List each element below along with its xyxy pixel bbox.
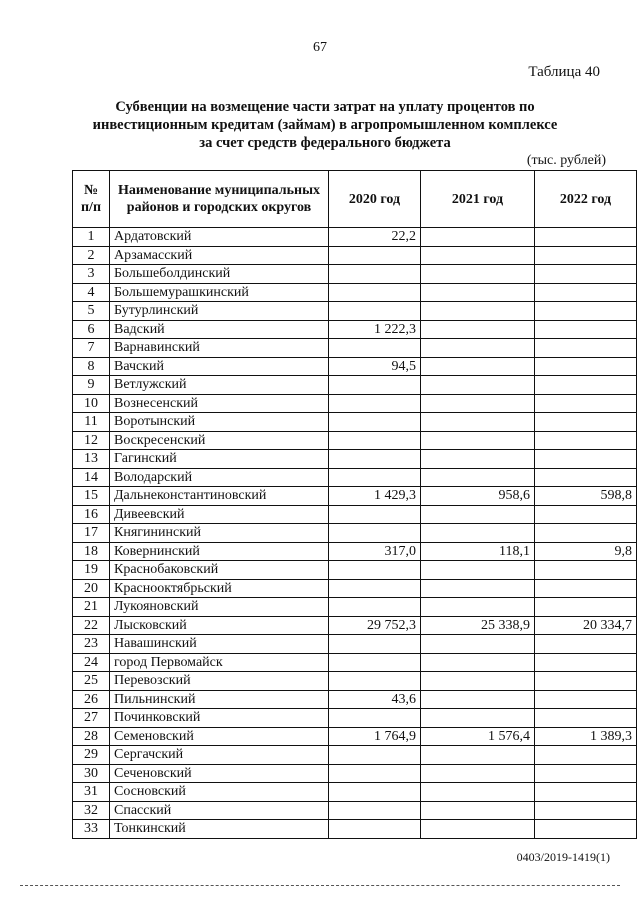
units-label: (тыс. рублей) — [526, 153, 606, 168]
cell-num: 17 — [73, 524, 110, 543]
cell-2021: 1 576,4 — [421, 727, 535, 746]
cell-2021 — [421, 746, 535, 765]
cell-district-name: Навашинский — [110, 635, 329, 654]
cell-district-name: Володарский — [110, 468, 329, 487]
table-row — [73, 505, 637, 524]
table-row — [73, 746, 637, 765]
column-header-num: № п/п — [73, 171, 110, 228]
cell-2021 — [421, 524, 535, 543]
cell-2021 — [421, 246, 535, 265]
cell-2020: 22,2 — [329, 228, 421, 247]
column-header-name: Наименование муниципальных районов и городских округов — [110, 171, 329, 228]
cell-num: 22 — [73, 616, 110, 635]
cell-2020 — [329, 450, 421, 469]
cell-2022 — [535, 357, 637, 376]
cell-2021 — [421, 413, 535, 432]
document-title: Субвенции на возмещение части затрат на уплату процентов по инвестиционным кредитам (займам) в агропромышленном комплексе за счет средств федерального бюджета — [92, 99, 558, 151]
cell-num: 8 — [73, 357, 110, 376]
cell-num: 10 — [73, 394, 110, 413]
cell-2020 — [329, 783, 421, 802]
cell-num: 12 — [73, 431, 110, 450]
cell-2022 — [535, 746, 637, 765]
table-row — [73, 542, 637, 561]
cell-2021 — [421, 801, 535, 820]
cell-2020 — [329, 394, 421, 413]
cell-district-name: Сеченовский — [110, 764, 329, 783]
cell-2021 — [421, 394, 535, 413]
cell-2022: 598,8 — [535, 487, 637, 506]
cell-2022: 1 389,3 — [535, 727, 637, 746]
cell-2022 — [535, 339, 637, 358]
cell-2022 — [535, 320, 637, 339]
cell-num: 27 — [73, 709, 110, 728]
table-row — [73, 283, 637, 302]
cell-district-name: город Первомайск — [110, 653, 329, 672]
cell-2021 — [421, 653, 535, 672]
table-row — [73, 783, 637, 802]
table-row — [73, 690, 637, 709]
cell-2020: 1 429,3 — [329, 487, 421, 506]
cell-2021 — [421, 672, 535, 691]
cell-2020 — [329, 598, 421, 617]
cell-2020 — [329, 265, 421, 284]
table-row — [73, 265, 637, 284]
cell-2022 — [535, 764, 637, 783]
cell-2020: 94,5 — [329, 357, 421, 376]
cell-2022 — [535, 413, 637, 432]
cell-district-name: Починковский — [110, 709, 329, 728]
cell-num: 33 — [73, 820, 110, 839]
cell-district-name: Вачский — [110, 357, 329, 376]
table-body — [73, 228, 637, 839]
cell-num: 7 — [73, 339, 110, 358]
cell-2022 — [535, 820, 637, 839]
cell-2020: 317,0 — [329, 542, 421, 561]
cell-num: 20 — [73, 579, 110, 598]
cell-2020 — [329, 653, 421, 672]
cell-num: 25 — [73, 672, 110, 691]
cell-2021 — [421, 820, 535, 839]
cell-2020: 1 764,9 — [329, 727, 421, 746]
cell-2022 — [535, 228, 637, 247]
cell-2022 — [535, 265, 637, 284]
cell-2021 — [421, 635, 535, 654]
cell-district-name: Ветлужский — [110, 376, 329, 395]
cell-2020 — [329, 431, 421, 450]
cell-district-name: Пильнинский — [110, 690, 329, 709]
cell-2020 — [329, 283, 421, 302]
cell-district-name: Воскресенский — [110, 431, 329, 450]
cell-2021 — [421, 764, 535, 783]
table-row — [73, 727, 637, 746]
table-row — [73, 672, 637, 691]
cell-2022 — [535, 598, 637, 617]
cell-district-name: Вадский — [110, 320, 329, 339]
cell-district-name: Бутурлинский — [110, 302, 329, 321]
cell-2021 — [421, 505, 535, 524]
table-row — [73, 357, 637, 376]
page-bottom-rule — [20, 885, 620, 886]
cell-2022 — [535, 450, 637, 469]
table-row — [73, 431, 637, 450]
cell-2022 — [535, 579, 637, 598]
cell-district-name: Ардатовский — [110, 228, 329, 247]
cell-district-name: Перевозский — [110, 672, 329, 691]
column-header-2020: 2020 год — [329, 171, 421, 228]
cell-num: 24 — [73, 653, 110, 672]
table-row — [73, 376, 637, 395]
cell-num: 31 — [73, 783, 110, 802]
cell-district-name: Гагинский — [110, 450, 329, 469]
cell-2021 — [421, 783, 535, 802]
cell-2021 — [421, 376, 535, 395]
cell-2020 — [329, 672, 421, 691]
cell-district-name: Воротынский — [110, 413, 329, 432]
table-row — [73, 635, 637, 654]
table-header-row — [73, 171, 637, 228]
cell-district-name: Княгининский — [110, 524, 329, 543]
cell-num: 28 — [73, 727, 110, 746]
table-row — [73, 487, 637, 506]
cell-num: 14 — [73, 468, 110, 487]
cell-2022 — [535, 246, 637, 265]
cell-2020 — [329, 746, 421, 765]
cell-num: 32 — [73, 801, 110, 820]
cell-2020: 29 752,3 — [329, 616, 421, 635]
table-row — [73, 820, 637, 839]
cell-2022 — [535, 505, 637, 524]
cell-2020 — [329, 709, 421, 728]
cell-2021 — [421, 320, 535, 339]
table-row — [73, 616, 637, 635]
cell-2021 — [421, 228, 535, 247]
cell-2022 — [535, 690, 637, 709]
table-row — [73, 524, 637, 543]
cell-2020 — [329, 246, 421, 265]
cell-2020 — [329, 413, 421, 432]
cell-district-name: Варнавинский — [110, 339, 329, 358]
cell-2022 — [535, 468, 637, 487]
cell-2020 — [329, 302, 421, 321]
column-header-2021: 2021 год — [421, 171, 535, 228]
column-header-2022: 2022 год — [535, 171, 637, 228]
cell-num: 5 — [73, 302, 110, 321]
cell-2021 — [421, 431, 535, 450]
cell-2021 — [421, 598, 535, 617]
cell-2021 — [421, 450, 535, 469]
cell-2020 — [329, 561, 421, 580]
table-row — [73, 320, 637, 339]
cell-2021: 25 338,9 — [421, 616, 535, 635]
cell-2021 — [421, 468, 535, 487]
cell-2020 — [329, 524, 421, 543]
table-row — [73, 579, 637, 598]
cell-num: 3 — [73, 265, 110, 284]
cell-2022 — [535, 672, 637, 691]
cell-2022 — [535, 431, 637, 450]
table-row — [73, 801, 637, 820]
cell-2022 — [535, 635, 637, 654]
cell-num: 13 — [73, 450, 110, 469]
cell-district-name: Большеболдинский — [110, 265, 329, 284]
cell-2021 — [421, 709, 535, 728]
cell-num: 18 — [73, 542, 110, 561]
cell-district-name: Лысковский — [110, 616, 329, 635]
cell-num: 4 — [73, 283, 110, 302]
cell-2022 — [535, 783, 637, 802]
table-row — [73, 302, 637, 321]
table-row — [73, 709, 637, 728]
table-label: Таблица 40 — [528, 64, 600, 80]
table-row — [73, 413, 637, 432]
cell-2020 — [329, 339, 421, 358]
cell-2021 — [421, 357, 535, 376]
table-row — [73, 394, 637, 413]
cell-num: 15 — [73, 487, 110, 506]
cell-district-name: Большемурашкинский — [110, 283, 329, 302]
cell-district-name: Спасский — [110, 801, 329, 820]
table-row — [73, 653, 637, 672]
cell-2022 — [535, 376, 637, 395]
cell-num: 30 — [73, 764, 110, 783]
cell-2021 — [421, 690, 535, 709]
cell-2021 — [421, 579, 535, 598]
cell-2021 — [421, 302, 535, 321]
cell-district-name: Сосновский — [110, 783, 329, 802]
cell-district-name: Краснооктябрьский — [110, 579, 329, 598]
cell-district-name: Вознесенский — [110, 394, 329, 413]
cell-2020 — [329, 579, 421, 598]
table-row — [73, 246, 637, 265]
page-number: 67 — [313, 40, 327, 55]
cell-2021 — [421, 265, 535, 284]
cell-2022 — [535, 561, 637, 580]
cell-2020 — [329, 764, 421, 783]
cell-2020: 43,6 — [329, 690, 421, 709]
cell-2022: 20 334,7 — [535, 616, 637, 635]
subsidy-table — [72, 170, 637, 839]
cell-2022 — [535, 524, 637, 543]
cell-2022 — [535, 709, 637, 728]
table-row — [73, 598, 637, 617]
cell-2021 — [421, 283, 535, 302]
cell-2020 — [329, 468, 421, 487]
cell-2022: 9,8 — [535, 542, 637, 561]
cell-district-name: Сергачский — [110, 746, 329, 765]
cell-2020 — [329, 801, 421, 820]
cell-2022 — [535, 283, 637, 302]
cell-num: 11 — [73, 413, 110, 432]
cell-district-name: Дальнеконстантиновский — [110, 487, 329, 506]
cell-2021 — [421, 339, 535, 358]
cell-num: 26 — [73, 690, 110, 709]
cell-num: 19 — [73, 561, 110, 580]
cell-district-name: Дивеевский — [110, 505, 329, 524]
cell-num: 16 — [73, 505, 110, 524]
cell-district-name: Лукояновский — [110, 598, 329, 617]
cell-num: 2 — [73, 246, 110, 265]
cell-2022 — [535, 302, 637, 321]
table-row — [73, 450, 637, 469]
cell-2020 — [329, 635, 421, 654]
cell-num: 6 — [73, 320, 110, 339]
cell-2020: 1 222,3 — [329, 320, 421, 339]
cell-num: 29 — [73, 746, 110, 765]
cell-2020 — [329, 820, 421, 839]
cell-district-name: Тонкинский — [110, 820, 329, 839]
cell-2020 — [329, 376, 421, 395]
cell-2022 — [535, 653, 637, 672]
table-row — [73, 228, 637, 247]
cell-district-name: Краснобаковский — [110, 561, 329, 580]
cell-2022 — [535, 394, 637, 413]
cell-num: 23 — [73, 635, 110, 654]
table-row — [73, 339, 637, 358]
cell-district-name: Семеновский — [110, 727, 329, 746]
table-row — [73, 468, 637, 487]
cell-2021: 118,1 — [421, 542, 535, 561]
cell-2022 — [535, 801, 637, 820]
table-row — [73, 764, 637, 783]
cell-district-name: Арзамасский — [110, 246, 329, 265]
table-row — [73, 561, 637, 580]
document-code: 0403/2019-1419(1) — [516, 850, 610, 864]
cell-2020 — [329, 505, 421, 524]
cell-2021: 958,6 — [421, 487, 535, 506]
cell-num: 9 — [73, 376, 110, 395]
cell-district-name: Ковернинский — [110, 542, 329, 561]
cell-num: 1 — [73, 228, 110, 247]
cell-num: 21 — [73, 598, 110, 617]
cell-2021 — [421, 561, 535, 580]
